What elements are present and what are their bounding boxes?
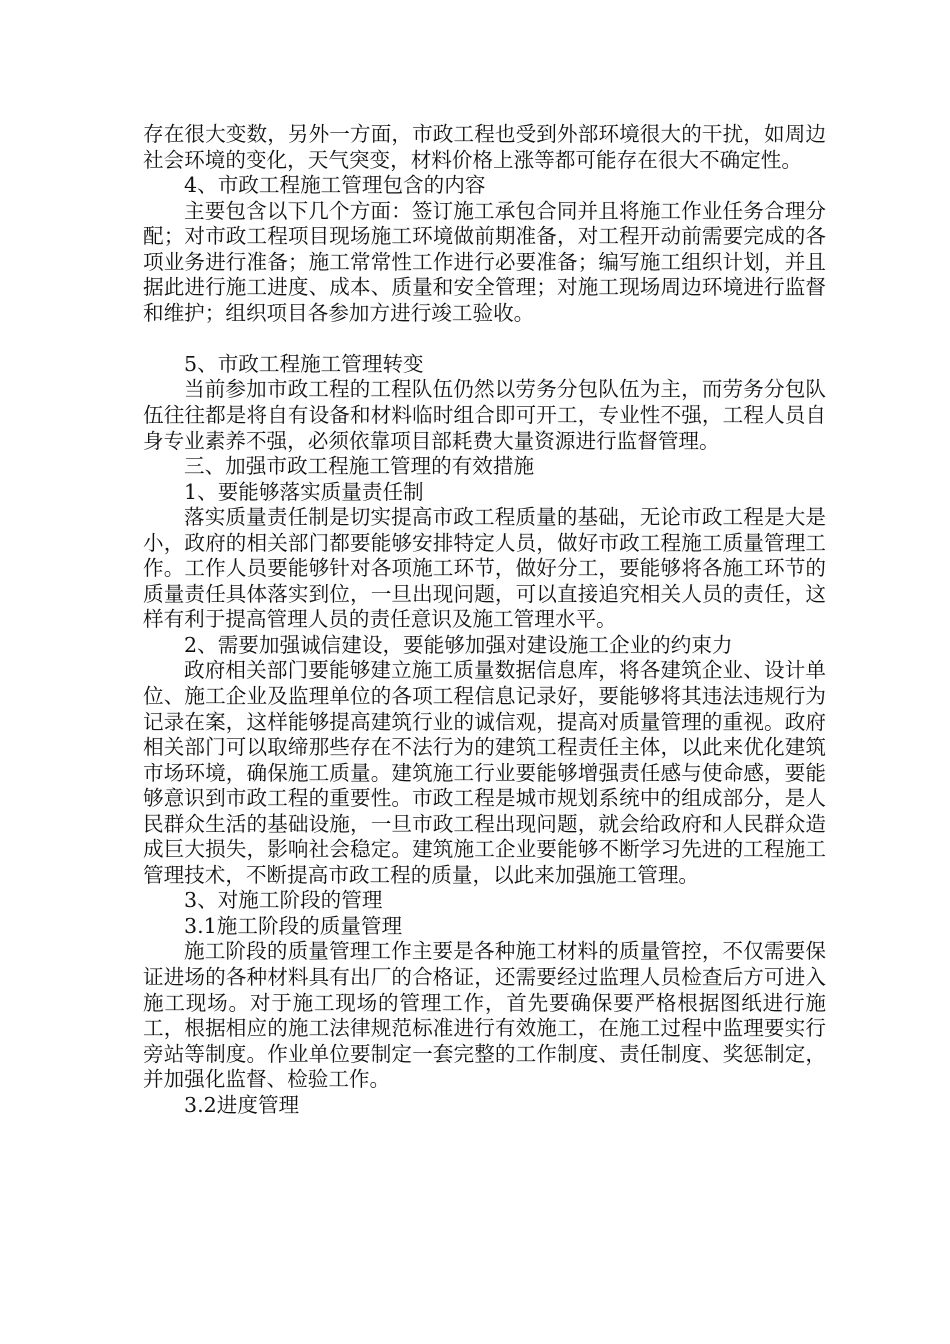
blank-line	[143, 326, 826, 352]
subsection-heading-3-1: 3.1施工阶段的质量管理	[184, 913, 403, 938]
section-heading-5: 5、市政工程施工管理转变	[184, 351, 424, 376]
subsection-heading-3: 3、对施工阶段的管理	[184, 888, 383, 913]
paragraph-continued: 存在很大变数，另外一方面，市政工程也受到外部环境很大的干扰，如周边社会环境的变化，天气突变，材料价格上涨等都可能存在很大不确定性。	[143, 122, 826, 172]
paragraph-5: 当前参加市政工程的工程队伍仍然以劳务分包队伍为主，而劳务分包队伍往往都是将自有设备和材料临时组合即可开工，专业性不强，工程人员自身专业素养不强，必须依靠项目部耗费大量资源进行监督管理。	[143, 377, 826, 453]
paragraph-2: 政府相关部门要能够建立施工质量数据信息库，将各建筑企业、设计单位、施工企业及监理单位的各项工程信息记录好，要能够将其违法违规行为记录在案，这样能够提高建筑行业的诚信观，提高对质量管理的重视。政府相关部门可以取缔那些存在不法行为的建筑工程责任主体，以此来优化建筑市场环境，确保施工质量。建筑施工行业要能够增强责任感与使命感，要能够意识到市政工程的重要性。市政工程是城市规划系统中的组成部分，是人民群众生活的基础设施，一旦市政工程出现问题，就会给政府和人民群众造成巨大损失，影响社会稳定。建筑施工企业要能够不断学习先进的工程施工管理技术，不断提高市政工程的质量，以此来加强施工管理。	[143, 658, 826, 887]
paragraph-4: 主要包含以下几个方面：签订施工承包合同并且将施工作业任务合理分配；对市政工程项目现场施工环境做前期准备，对工程开动前需要完成的各项业务进行准备；施工常常性工作进行必要准备；编写施工组织计划，并且据此进行施工进度、成本、质量和安全管理；对施工现场周边环境进行监督和维护；组织项目各参加方进行竣工验收。	[143, 198, 826, 325]
subsection-heading-2: 2、需要加强诚信建设，要能够加强对建设施工企业的约束力	[184, 632, 733, 657]
paragraph-3-1: 施工阶段的质量管理工作主要是各种施工材料的质量管控，不仅需要保证进场的各种材料具有出厂的合格证，还需要经过监理人员检查后方可进入施工现场。对于施工现场的管理工作，首先要确保要严格根据图纸进行施工，根据相应的施工法律规范标准进行有效施工，在施工过程中监理要实行旁站等制度。作业单位要制定一套完整的工作制度、责任制度、奖惩制定，并加强化监督、检验工作。	[143, 939, 826, 1092]
subsection-heading-3-2: 3.2进度管理	[184, 1092, 300, 1117]
subsection-heading-1: 1、要能够落实质量责任制	[184, 479, 424, 504]
paragraph-1: 落实质量责任制是切实提高市政工程质量的基础，无论市政工程是大是小，政府的相关部门都要能够安排特定人员，做好市政工程施工质量管理工作。工作人员要能够针对各项施工环节，做好分工，要能够将各施工环节的质量责任具体落实到位，一旦出现问题，可以直接追究相关人员的责任，这样有利于提高管理人员的责任意识及施工管理水平。	[143, 505, 826, 632]
section-heading-4: 4、市政工程施工管理包含的内容	[184, 173, 486, 198]
chapter-heading-3: 三、加强市政工程施工管理的有效措施	[184, 454, 535, 479]
document-page	[143, 122, 826, 1118]
